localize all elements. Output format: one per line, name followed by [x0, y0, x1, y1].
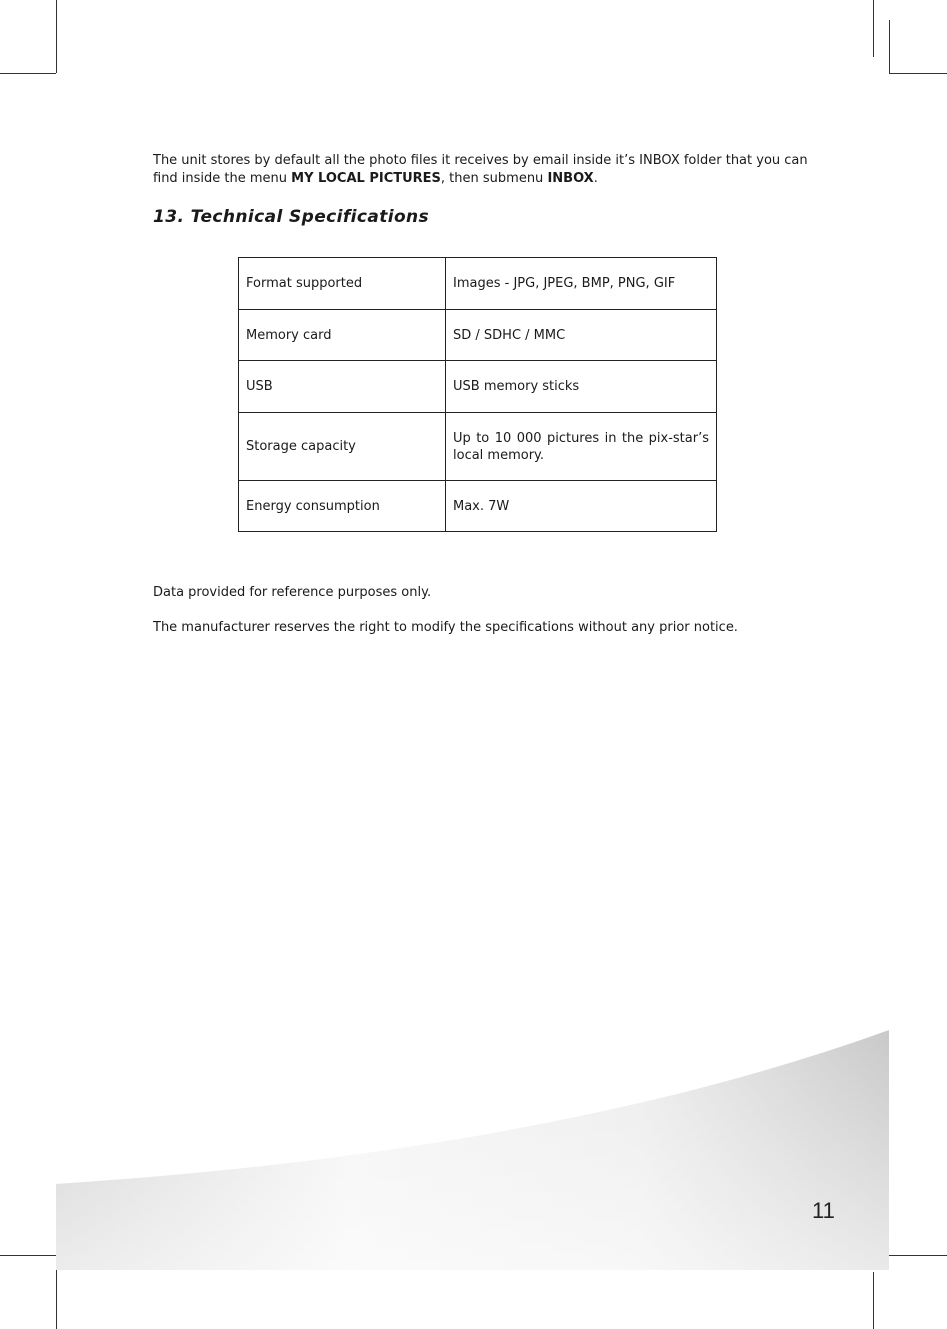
page-number: 11 — [812, 1198, 835, 1223]
crop-mark-top-left-horizontal — [0, 73, 56, 74]
crop-mark-bottom-right-vertical — [873, 1272, 874, 1329]
crop-mark-top-right-horizontal — [889, 73, 947, 74]
spec-label: USB — [239, 361, 446, 413]
spec-value: Max. 7W — [446, 481, 717, 532]
footer-swoosh-graphic — [0, 1020, 947, 1280]
spec-label: Energy consumption — [239, 481, 446, 532]
section-title: Technical Specifications — [190, 207, 430, 227]
section-heading — [153, 207, 429, 227]
spec-label: Memory card — [239, 310, 446, 361]
section-number: 13. — [153, 207, 185, 227]
intro-text-before: The unit stores by default all the photo files it receives by email inside it’s INBOX folder that you can find inside the menu — [153, 153, 808, 186]
spec-value: USB memory sticks — [446, 361, 717, 413]
table-row — [239, 310, 717, 361]
spec-label: Storage capacity — [239, 413, 446, 481]
menu-name: MY LOCAL PICTURES — [291, 171, 441, 186]
spec-value: Up to 10 000 pictures in the pix-star’s local memory. — [446, 413, 717, 481]
spec-value: Images - JPG, JPEG, BMP, PNG, GIF — [446, 258, 717, 310]
table-row — [239, 258, 717, 310]
intro-text-after: . — [593, 171, 598, 186]
crop-mark-top-right-vertical — [873, 0, 874, 57]
spec-label: Format supported — [239, 258, 446, 310]
disclaimer-note: The manufacturer reserves the right to modify the specifications without any prior notice. — [153, 620, 738, 635]
intro-paragraph — [153, 152, 813, 188]
crop-mark-top-right-vertical-2 — [889, 20, 890, 73]
crop-mark-top-left-vertical — [56, 0, 57, 73]
specifications-table — [238, 257, 717, 532]
reference-note: Data provided for reference purposes only. — [153, 585, 432, 600]
table-row — [239, 361, 717, 413]
spec-value: SD / SDHC / MMC — [446, 310, 717, 361]
table-row — [239, 413, 717, 481]
swoosh-highlight — [56, 1030, 889, 1270]
submenu-name: INBOX — [547, 171, 594, 186]
table-row — [239, 481, 717, 532]
intro-text-middle: , then submenu — [440, 171, 548, 186]
